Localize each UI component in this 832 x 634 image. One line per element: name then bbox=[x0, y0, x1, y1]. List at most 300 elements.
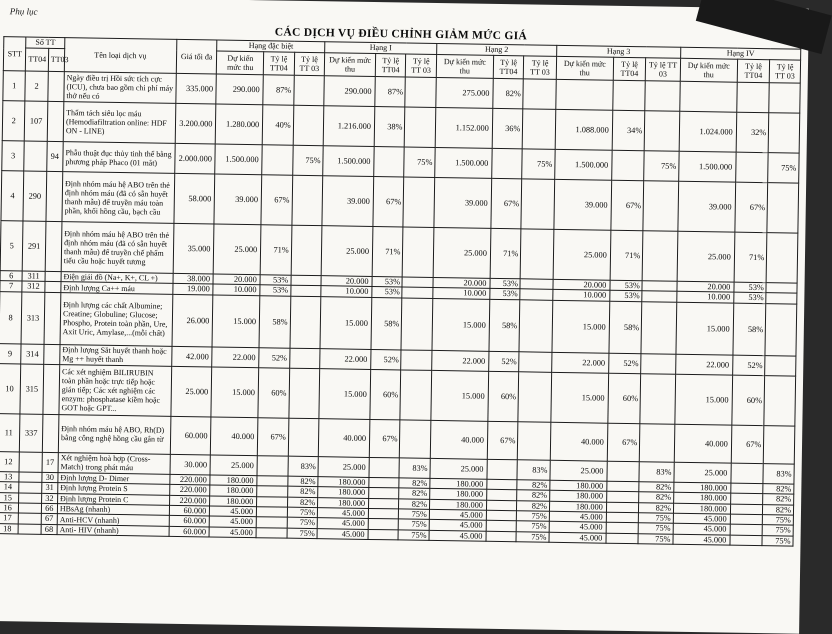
cell-ratio-tt03: 75% bbox=[517, 511, 550, 522]
cell-ratio-tt04 bbox=[369, 488, 400, 499]
cell-ratio-tt04 bbox=[735, 152, 768, 183]
header-expected-fee: Dự kiến mức thu bbox=[436, 54, 493, 78]
cell-stt: 12 bbox=[0, 451, 20, 471]
cell-expected-fee: 45.000 bbox=[209, 527, 256, 538]
cell-tt03 bbox=[46, 171, 63, 221]
cell-service-name: Ngày điều trị Hồi sức tích cực (ICU), chưa bao gồm chi phí máy thở nếu có bbox=[64, 72, 176, 104]
cell-ratio-tt03 bbox=[523, 109, 556, 150]
header-tier-2: Hạng 2 bbox=[437, 43, 557, 56]
cell-ratio-tt04: 53% bbox=[610, 280, 643, 291]
header-ratio-tt04: Tỷ lệ TT04 bbox=[613, 57, 646, 81]
cell-ratio-tt03: 82% bbox=[517, 490, 550, 501]
cell-ratio-tt04 bbox=[374, 146, 405, 176]
cell-ratio-tt04 bbox=[611, 150, 644, 181]
cell-ratio-tt03 bbox=[768, 113, 799, 153]
cell-service-name: Thẩm tách siêu lọc máu (Hemodiafiltration online: HDF ON - LINE) bbox=[63, 102, 175, 144]
cell-ratio-tt04 bbox=[368, 508, 399, 519]
cell-expected-fee: 39.000 bbox=[678, 181, 736, 232]
appendix-label: Phụ lục bbox=[9, 6, 38, 17]
cell-tt03: 68 bbox=[41, 524, 57, 535]
cell-expected-fee: 20.000 bbox=[553, 279, 610, 290]
cell-expected-fee: 290.000 bbox=[324, 76, 375, 107]
cell-ratio-tt03: 82% bbox=[639, 492, 674, 503]
cell-ratio-tt04 bbox=[368, 529, 399, 540]
header-expected-fee: Dự kiến mức thu bbox=[556, 56, 613, 80]
cell-tt03: 32 bbox=[41, 493, 57, 504]
cell-ratio-tt04: 53% bbox=[734, 282, 767, 293]
cell-tt04 bbox=[19, 493, 42, 504]
cell-ratio-tt03: 75% bbox=[762, 535, 793, 546]
cell-expected-fee: 1.500.000 bbox=[323, 146, 374, 177]
cell-ratio-tt04: 38% bbox=[374, 106, 405, 146]
cell-expected-fee: 45.000 bbox=[549, 511, 606, 522]
cell-ratio-tt04: 53% bbox=[734, 293, 767, 304]
cell-service-name: Định nhóm máu hệ ABO trên thẻ định nhóm máu (đã có sẵn huyết thanh mẫu) để truyền máu toàn phần, khối hồng cầu, bạch cầu bbox=[62, 172, 175, 224]
cell-ratio-tt03 bbox=[520, 279, 553, 290]
cell-expected-fee bbox=[680, 81, 737, 112]
cell-stt: 15 bbox=[0, 492, 19, 503]
cell-expected-fee: 25.000 bbox=[210, 455, 257, 476]
cell-ratio-tt03: 82% bbox=[763, 483, 794, 494]
cell-tt04 bbox=[19, 452, 42, 472]
cell-ratio-tt03 bbox=[642, 281, 677, 292]
cell-ratio-tt03: 75% bbox=[639, 513, 674, 524]
cell-expected-fee: 25.000 bbox=[553, 229, 611, 280]
cell-ratio-tt04 bbox=[486, 531, 517, 542]
cell-max-price: 60.000 bbox=[170, 416, 211, 455]
cell-ratio-tt03 bbox=[640, 374, 675, 425]
cell-max-price: 38.000 bbox=[173, 273, 214, 284]
header-service: Tên loại dịch vụ bbox=[64, 38, 176, 74]
header-price: Giá tối đa bbox=[176, 39, 217, 74]
cell-ratio-tt04 bbox=[368, 519, 399, 530]
cell-tt03: 67 bbox=[41, 514, 57, 525]
cell-ratio-tt03: 75% bbox=[516, 532, 549, 543]
cell-max-price: 220.000 bbox=[169, 485, 210, 496]
cell-ratio-tt04: 60% bbox=[732, 375, 765, 426]
cell-tt04: 314 bbox=[21, 344, 44, 364]
cell-ratio-tt03 bbox=[642, 291, 677, 302]
cell-stt: 13 bbox=[0, 471, 19, 482]
cell-ratio-tt04: 58% bbox=[371, 297, 402, 349]
cell-ratio-tt04 bbox=[606, 491, 639, 502]
cell-ratio-tt03 bbox=[641, 302, 676, 355]
cell-ratio-tt03 bbox=[642, 231, 677, 282]
cell-ratio-tt03 bbox=[765, 355, 796, 375]
cell-max-price: 60.000 bbox=[169, 505, 210, 516]
cell-expected-fee: 1.500.000 bbox=[679, 151, 736, 182]
cell-ratio-tt03: 82% bbox=[517, 500, 550, 511]
cell-expected-fee: 1.500.000 bbox=[215, 144, 262, 175]
cell-max-price: 60.000 bbox=[169, 526, 210, 537]
cell-expected-fee: 15.000 bbox=[431, 370, 489, 421]
cell-tt03: 94 bbox=[46, 141, 63, 171]
cell-service-name: Định nhóm máu hệ ABO trên thẻ định nhóm máu (đã có sẵn huyết thanh mẫu) để truyền chế phẩm tiểu cầu hoặc huyết tương bbox=[61, 222, 174, 274]
cell-expected-fee: 180.000 bbox=[318, 476, 369, 487]
cell-expected-fee: 25.000 bbox=[677, 231, 735, 282]
cell-ratio-tt04: 60% bbox=[258, 368, 289, 418]
cell-tt03: 30 bbox=[42, 472, 58, 483]
cell-expected-fee: 25.000 bbox=[550, 460, 607, 481]
cell-expected-fee: 290.000 bbox=[216, 74, 263, 105]
cell-expected-fee: 180.000 bbox=[429, 499, 486, 510]
cell-ratio-tt04 bbox=[606, 502, 639, 513]
table-body bbox=[0, 71, 800, 547]
cell-expected-fee: 40.000 bbox=[211, 417, 258, 456]
cell-tt03 bbox=[44, 292, 61, 344]
cell-ratio-tt04 bbox=[257, 486, 288, 497]
header-tt04: TT04 bbox=[26, 48, 49, 71]
cell-ratio-tt03: 83% bbox=[763, 463, 794, 483]
header-tier-1: Hạng I bbox=[325, 42, 437, 55]
cell-ratio-tt03: 75% bbox=[517, 521, 550, 532]
cell-stt: 8 bbox=[0, 291, 22, 343]
cell-ratio-tt03 bbox=[641, 354, 676, 375]
cell-tt04 bbox=[19, 503, 42, 514]
cell-ratio-tt04 bbox=[257, 496, 288, 507]
cell-expected-fee: 180.000 bbox=[550, 491, 607, 502]
cell-ratio-tt03: 75% bbox=[292, 145, 323, 175]
cell-ratio-tt03 bbox=[764, 375, 795, 425]
cell-ratio-tt04: 52% bbox=[608, 353, 641, 374]
cell-expected-fee: 25.000 bbox=[433, 227, 491, 278]
cell-ratio-tt03 bbox=[518, 422, 551, 461]
cell-tt03 bbox=[43, 364, 60, 414]
cell-expected-fee: 10.000 bbox=[677, 292, 734, 303]
cell-ratio-tt04 bbox=[730, 514, 763, 525]
cell-tt04 bbox=[19, 482, 42, 493]
cell-expected-fee: 40.000 bbox=[674, 424, 731, 463]
cell-ratio-tt03 bbox=[518, 372, 551, 423]
cell-ratio-tt03: 82% bbox=[763, 494, 794, 505]
cell-ratio-tt04: 67% bbox=[373, 176, 404, 226]
cell-expected-fee: 1.280.000 bbox=[216, 104, 263, 145]
cell-ratio-tt04: 67% bbox=[261, 175, 292, 225]
cell-ratio-tt03 bbox=[403, 177, 434, 227]
cell-expected-fee: 180.000 bbox=[318, 487, 369, 498]
cell-ratio-tt03: 75% bbox=[287, 528, 318, 539]
cell-expected-fee: 180.000 bbox=[549, 501, 606, 512]
cell-ratio-tt03 bbox=[290, 296, 321, 348]
cell-ratio-tt03: 75% bbox=[522, 149, 555, 180]
cell-ratio-tt03: 82% bbox=[639, 482, 674, 493]
cell-expected-fee: 25.000 bbox=[321, 226, 373, 277]
cell-tt03 bbox=[45, 282, 61, 293]
cell-ratio-tt04: 67% bbox=[491, 178, 522, 228]
cell-expected-fee: 22.000 bbox=[320, 348, 371, 369]
cell-tt04: 312 bbox=[22, 281, 45, 292]
cell-ratio-tt04: 67% bbox=[735, 182, 768, 233]
cell-tt03 bbox=[48, 71, 65, 101]
cell-expected-fee: 180.000 bbox=[210, 485, 257, 496]
cell-expected-fee: 45.000 bbox=[429, 530, 486, 541]
cell-ratio-tt03: 75% bbox=[398, 530, 429, 541]
cell-expected-fee: 22.000 bbox=[212, 347, 259, 368]
cell-expected-fee: 45.000 bbox=[318, 508, 369, 519]
header-tier-3: Hạng 3 bbox=[557, 45, 681, 58]
cell-tt04 bbox=[19, 472, 42, 483]
cell-expected-fee: 45.000 bbox=[317, 528, 368, 539]
cell-ratio-tt03 bbox=[519, 352, 552, 373]
cell-service-name: Xét nghiệm hoà hợp (Cross-Match) trong phát máu bbox=[58, 452, 170, 474]
cell-max-price: 335.000 bbox=[176, 73, 217, 104]
header-tier-4: Hạng IV bbox=[680, 47, 800, 60]
cell-tt03: 31 bbox=[41, 483, 57, 494]
cell-expected-fee: 45.000 bbox=[549, 532, 606, 543]
cell-ratio-tt04: 53% bbox=[610, 291, 643, 302]
header-expected-fee: Dự kiến mức thu bbox=[680, 58, 737, 82]
page-title: CÁC DỊCH VỤ ĐIỀU CHỈNH GIẢM MỨC GIÁ bbox=[274, 26, 528, 43]
cell-ratio-tt04: 53% bbox=[372, 276, 403, 287]
cell-expected-fee: 20.000 bbox=[677, 281, 734, 292]
cell-stt: 3 bbox=[2, 141, 25, 171]
header-expected-fee: Dự kiến mức thu bbox=[217, 51, 264, 75]
header-ratio-tt04: Tỷ lệ TT04 bbox=[737, 59, 770, 83]
cell-ratio-tt04: 36% bbox=[492, 108, 523, 148]
cell-max-price: 19.000 bbox=[173, 284, 214, 295]
cell-stt: 10 bbox=[0, 363, 21, 413]
cell-ratio-tt04: 53% bbox=[260, 275, 291, 286]
cell-expected-fee: 180.000 bbox=[318, 497, 369, 508]
cell-ratio-tt04: 71% bbox=[260, 225, 291, 275]
cell-expected-fee: 45.000 bbox=[549, 522, 606, 533]
cell-ratio-tt03 bbox=[402, 287, 433, 298]
cell-ratio-tt04 bbox=[257, 476, 288, 487]
cell-ratio-tt04 bbox=[487, 479, 518, 490]
cell-ratio-tt03 bbox=[400, 370, 431, 420]
cell-max-price: 26.000 bbox=[172, 294, 213, 347]
cell-ratio-tt03: 75% bbox=[287, 507, 318, 518]
cell-ratio-tt04: 67% bbox=[611, 180, 644, 231]
cell-ratio-tt03: 82% bbox=[399, 499, 430, 510]
cell-ratio-tt04: 71% bbox=[734, 232, 767, 283]
cell-ratio-tt03 bbox=[405, 77, 436, 107]
cell-stt: 5 bbox=[0, 221, 23, 271]
cell-tt04: 337 bbox=[20, 414, 43, 452]
cell-ratio-tt03 bbox=[520, 229, 553, 280]
cell-tt04: 2 bbox=[25, 71, 48, 101]
cell-stt: 6 bbox=[0, 271, 23, 282]
cell-ratio-tt04 bbox=[487, 490, 518, 501]
cell-ratio-tt04 bbox=[730, 504, 763, 515]
cell-ratio-tt04 bbox=[487, 459, 518, 479]
cell-ratio-tt04 bbox=[368, 498, 399, 509]
cell-ratio-tt03: 82% bbox=[399, 488, 430, 499]
cell-max-price: 42.000 bbox=[171, 346, 212, 367]
cell-expected-fee: 45.000 bbox=[673, 534, 730, 545]
cell-expected-fee: 45.000 bbox=[210, 506, 257, 517]
cell-ratio-tt04 bbox=[262, 145, 293, 175]
cell-tt03 bbox=[45, 221, 62, 271]
cell-expected-fee: 1.500.000 bbox=[435, 147, 492, 178]
cell-ratio-tt04 bbox=[492, 148, 523, 178]
cell-ratio-tt04: 52% bbox=[259, 348, 290, 368]
cell-ratio-tt04 bbox=[256, 517, 287, 528]
cell-ratio-tt03: 75% bbox=[404, 147, 435, 177]
cell-ratio-tt03: 75% bbox=[399, 519, 430, 530]
cell-ratio-tt03 bbox=[769, 83, 800, 113]
cell-ratio-tt04: 60% bbox=[608, 373, 641, 424]
cell-expected-fee: 45.000 bbox=[673, 513, 730, 524]
cell-ratio-tt04: 71% bbox=[610, 230, 643, 281]
cell-ratio-tt04 bbox=[730, 525, 763, 536]
cell-tt03 bbox=[47, 101, 64, 141]
cell-expected-fee: 20.000 bbox=[321, 276, 372, 287]
cell-tt04: 311 bbox=[22, 271, 45, 282]
cell-service-name: Định lượng Protein C bbox=[58, 493, 170, 505]
price-table bbox=[0, 36, 801, 547]
cell-tt04 bbox=[24, 141, 47, 171]
cell-ratio-tt04: 58% bbox=[733, 303, 766, 356]
cell-service-name: Định lượng D- Dimer bbox=[58, 472, 170, 484]
cell-tt03 bbox=[45, 271, 61, 282]
cell-expected-fee: 180.000 bbox=[430, 489, 487, 500]
cell-tt04: 291 bbox=[23, 221, 46, 271]
cell-ratio-tt04: 60% bbox=[488, 371, 519, 421]
cell-ratio-tt04 bbox=[257, 507, 288, 518]
cell-ratio-tt03: 75% bbox=[287, 518, 318, 529]
cell-ratio-tt04: 34% bbox=[612, 110, 645, 151]
cell-ratio-tt03: 82% bbox=[763, 504, 794, 515]
cell-ratio-tt04: 87% bbox=[375, 76, 406, 106]
cell-ratio-tt03 bbox=[640, 424, 675, 463]
cell-ratio-tt04: 32% bbox=[736, 112, 769, 153]
cell-ratio-tt03: 82% bbox=[287, 497, 318, 508]
cell-ratio-tt03 bbox=[292, 175, 323, 225]
cell-ratio-tt04: 71% bbox=[490, 228, 521, 278]
header-expected-fee: Dự kiến mức thu bbox=[324, 53, 375, 77]
cell-expected-fee: 25.000 bbox=[214, 224, 262, 275]
header-tier-special: Hạng đặc biệt bbox=[217, 40, 325, 53]
cell-ratio-tt03: 75% bbox=[638, 534, 673, 545]
cell-expected-fee: 10.000 bbox=[553, 290, 610, 301]
cell-expected-fee: 275.000 bbox=[436, 77, 493, 108]
header-ratio-tt04: Tỷ lệ TT04 bbox=[493, 55, 524, 78]
cell-ratio-tt03: 75% bbox=[638, 523, 673, 534]
cell-expected-fee: 25.000 bbox=[318, 456, 369, 477]
cell-expected-fee: 180.000 bbox=[673, 492, 730, 503]
header-ratio-tt03: Tỷ lệ TT 03 bbox=[406, 54, 437, 77]
cell-expected-fee: 15.000 bbox=[552, 300, 610, 353]
cell-ratio-tt03: 82% bbox=[288, 476, 319, 487]
cell-expected-fee: 1.152.000 bbox=[435, 107, 493, 148]
cell-ratio-tt04 bbox=[256, 528, 287, 539]
cell-service-name: Các xét nghiệm BILIRUBIN toàn phần hoặc trực tiếp hoặc gián tiếp; Các xét nghiệm các enzym: phosphatase kiềm hoặc GOT hoặc GPT... bbox=[59, 364, 172, 416]
cell-expected-fee: 10.000 bbox=[321, 286, 372, 297]
cell-tt03 bbox=[42, 414, 59, 452]
cell-ratio-tt04 bbox=[369, 477, 400, 488]
cell-ratio-tt03 bbox=[293, 75, 324, 105]
cell-ratio-tt03: 83% bbox=[399, 458, 430, 478]
cell-ratio-tt04: 67% bbox=[369, 419, 400, 457]
cell-stt: 16 bbox=[0, 503, 19, 514]
header-stt: STT bbox=[3, 37, 26, 71]
cell-ratio-tt03 bbox=[766, 233, 797, 283]
cell-ratio-tt04: 82% bbox=[493, 78, 524, 108]
cell-ratio-tt04: 71% bbox=[372, 226, 403, 276]
cell-expected-fee: 25.000 bbox=[430, 458, 487, 479]
cell-expected-fee: 22.000 bbox=[676, 354, 733, 375]
cell-expected-fee: 39.000 bbox=[554, 179, 612, 230]
cell-service-name: Định lượng Sắt huyết thanh hoặc Mg ++ huyết thanh bbox=[60, 344, 172, 366]
cell-ratio-tt03 bbox=[291, 275, 322, 286]
cell-ratio-tt03 bbox=[766, 283, 797, 294]
header-ratio-tt04: Tỷ lệ TT04 bbox=[263, 52, 294, 75]
cell-ratio-tt03: 75% bbox=[399, 509, 430, 520]
cell-expected-fee: 180.000 bbox=[550, 480, 607, 491]
cell-stt: 14 bbox=[0, 482, 19, 493]
cell-expected-fee: 10.000 bbox=[213, 284, 260, 295]
cell-ratio-tt04 bbox=[607, 461, 640, 482]
cell-ratio-tt04 bbox=[731, 483, 764, 494]
cell-ratio-tt04 bbox=[731, 463, 764, 484]
cell-expected-fee: 15.000 bbox=[320, 296, 372, 349]
cell-expected-fee: 15.000 bbox=[211, 367, 259, 418]
cell-service-name: Điện giải đồ (Na+, K+, CL +) bbox=[61, 272, 173, 284]
header-ratio-tt03: Tỷ lệ TT 03 bbox=[294, 52, 325, 75]
cell-ratio-tt04: 53% bbox=[490, 289, 521, 300]
cell-ratio-tt04 bbox=[606, 523, 639, 534]
cell-expected-fee bbox=[556, 79, 613, 110]
cell-expected-fee: 15.000 bbox=[675, 374, 733, 425]
cell-max-price: 60.000 bbox=[169, 516, 210, 527]
cell-expected-fee: 45.000 bbox=[429, 520, 486, 531]
cell-expected-fee: 1.024.000 bbox=[679, 111, 737, 152]
cell-ratio-tt03 bbox=[289, 348, 320, 368]
cell-ratio-tt04 bbox=[257, 456, 288, 476]
cell-ratio-tt04 bbox=[606, 533, 639, 544]
cell-tt04 bbox=[19, 513, 42, 524]
cell-ratio-tt03: 83% bbox=[517, 460, 550, 481]
cell-ratio-tt03 bbox=[645, 81, 680, 112]
cell-expected-fee: 15.000 bbox=[212, 295, 260, 348]
cell-expected-fee: 39.000 bbox=[322, 176, 374, 227]
cell-ratio-tt03 bbox=[523, 79, 556, 110]
cell-tt04: 313 bbox=[21, 292, 44, 344]
cell-expected-fee: 22.000 bbox=[432, 350, 489, 371]
cell-stt: 17 bbox=[0, 513, 19, 524]
cell-expected-fee: 180.000 bbox=[210, 475, 257, 486]
cell-tt04: 107 bbox=[25, 101, 48, 141]
cell-ratio-tt04 bbox=[369, 457, 400, 477]
cell-tt04: 290 bbox=[23, 171, 46, 221]
cell-stt: 11 bbox=[0, 413, 20, 451]
cell-expected-fee: 180.000 bbox=[674, 482, 731, 493]
cell-service-name: Anti- HIV (nhanh) bbox=[57, 524, 169, 536]
cell-ratio-tt04 bbox=[486, 500, 517, 511]
cell-expected-fee: 15.000 bbox=[551, 372, 609, 423]
cell-expected-fee: 15.000 bbox=[432, 298, 490, 351]
header-ratio-tt04: Tỷ lệ TT04 bbox=[375, 54, 406, 77]
cell-ratio-tt04: 67% bbox=[607, 423, 640, 462]
cell-ratio-tt04: 53% bbox=[372, 287, 403, 298]
cell-ratio-tt04: 67% bbox=[258, 418, 289, 456]
cell-expected-fee: 25.000 bbox=[674, 462, 731, 483]
cell-tt03 bbox=[43, 344, 60, 364]
cell-ratio-tt04: 52% bbox=[489, 351, 520, 371]
cell-service-name: Phẫu thuật đục thủy tinh thể bằng phương pháp Phaco (01 mắt) bbox=[63, 142, 175, 174]
cell-expected-fee: 40.000 bbox=[318, 418, 369, 457]
cell-expected-fee: 39.000 bbox=[214, 174, 262, 225]
cell-ratio-tt03: 82% bbox=[287, 486, 318, 497]
cell-max-price: 35.000 bbox=[173, 223, 214, 274]
cell-ratio-tt04: 40% bbox=[262, 105, 293, 145]
cell-ratio-tt04 bbox=[737, 82, 770, 113]
cell-expected-fee: 180.000 bbox=[210, 496, 257, 507]
cell-ratio-tt04: 87% bbox=[263, 75, 294, 105]
cell-expected-fee: 45.000 bbox=[210, 516, 257, 527]
cell-expected-fee: 45.000 bbox=[673, 524, 730, 535]
